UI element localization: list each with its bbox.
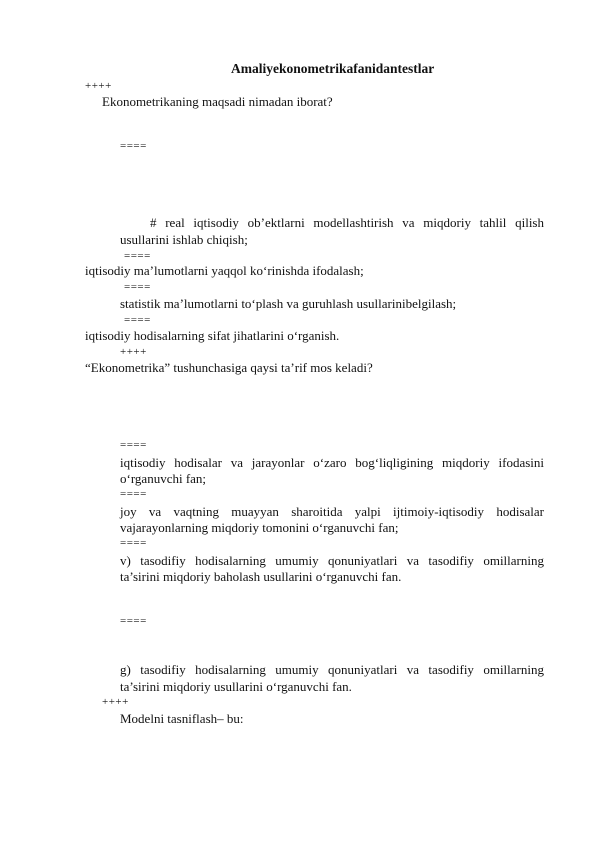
answer-separator: ==== xyxy=(120,615,147,627)
q2-option-2-line-1: joy va vaqtning muayyan sharoitida yalpi ijtimoiy-iqtisodiy hodisalar xyxy=(120,504,544,519)
document-title: Amaliyekonometrikafanidantestlar xyxy=(231,61,435,76)
question-marker: ++++ xyxy=(102,696,129,708)
q2-option-1-line-1: iqtisodiy hodisalar va jarayonlar o‘zaro bog‘liqligining miqdoriy ifodasini xyxy=(120,455,544,470)
q1-option-1-line-1: # real iqtisodiy ob’ektlarni modellashtirish va miqdoriy tahlil qilish xyxy=(150,215,544,230)
question-marker: ++++ xyxy=(85,80,112,92)
q2-option-3-line-2: ta’sirini miqdoriy baholash usullarini o‘rganuvchi fan. xyxy=(120,569,402,584)
answer-separator: ==== xyxy=(120,439,147,451)
q1-option-1-line-2: usullarini ishlab chiqish; xyxy=(120,232,248,247)
answer-separator: ==== xyxy=(120,140,147,152)
q2-option-3-line-1: v) tasodifiy hodisalarning umumiy qonuniyatlari va tasodifiy omillarning xyxy=(120,553,544,568)
q2-option-4-line-1: g) tasodifiy hodisalarning umumiy qonuniyatlari va tasodifiy omillarning xyxy=(120,662,544,677)
question-1-text: Ekonometrikaning maqsadi nimadan iborat? xyxy=(102,94,333,109)
q1-option-3: statistik ma’lumotlarni to‘plash va guruhlash usullarinibelgilash; xyxy=(120,296,457,311)
q1-option-4: iqtisodiy hodisalarning sifat jihatlarini o‘rganish. xyxy=(85,328,340,343)
q1-option-2: iqtisodiy ma’lumotlarni yaqqol ko‘rinishda ifodalash; xyxy=(85,263,364,278)
answer-separator: ==== xyxy=(124,314,151,326)
answer-separator: ==== xyxy=(124,250,151,262)
question-marker: ++++ xyxy=(120,346,147,358)
q2-option-1-line-2: o‘rganuvchi fan; xyxy=(120,471,207,486)
question-2-text: “Ekonometrika” tushunchasiga qaysi ta’rif mos keladi? xyxy=(85,360,373,375)
question-3-text: Modelni tasniflash– bu: xyxy=(120,711,244,726)
q2-option-4-line-2: ta’sirini miqdoriy usullarini o‘rganuvchi fan. xyxy=(120,679,352,694)
answer-separator: ==== xyxy=(124,281,151,293)
answer-separator: ==== xyxy=(120,488,147,500)
q2-option-2-line-2: vajarayonlarning miqdoriy tomonini o‘rganuvchi fan; xyxy=(120,520,399,535)
answer-separator: ==== xyxy=(120,537,147,549)
